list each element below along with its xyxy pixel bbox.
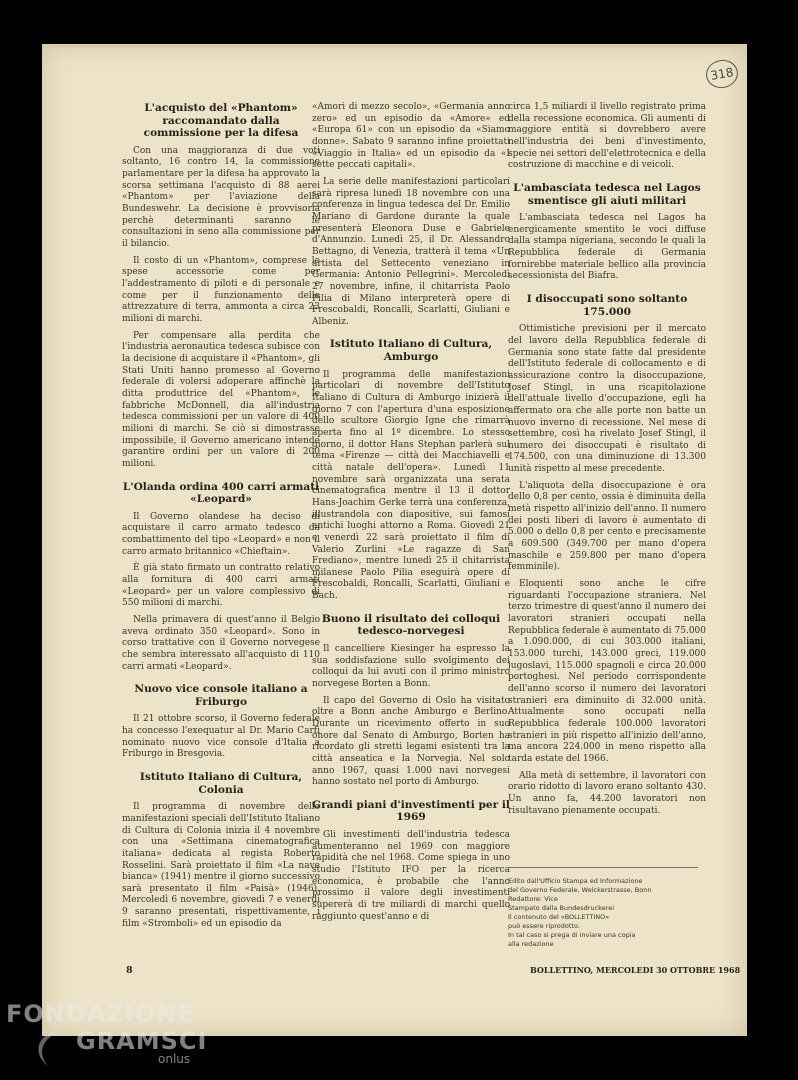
article-paragraph: «Amori di mezzo secolo», «Germania anno zero» ed un episodio da «Amore» ed «Europa 61» con un episodio da «Siamo donne». Sabato 9 saranno infine proiettati «Viaggio in Italia» ed un episodio da «I sette peccati capitali». [312,102,510,171]
article-headline: L'acquisto del «Phantom» raccomandato dalla commissione per la difesa [143,102,299,140]
article-paragraph: Il capo del Governo di Oslo ha visitato oltre a Bonn anche Amburgo e Berlino. Durante un ricevimento offerto in suo onore dal Senato di Amburgo, Borten ha ricordato gli stretti legami esistenti tra la città anseatica e la Norvegia. Nel solo anno 1967, quasi 1.000 navi norvegesi hanno sostato nel porto di Amburgo. [312,695,510,788]
imprint-line: alla redazione [508,940,554,948]
article-paragraph: Con una maggioranza di due voti soltanto, 16 contro 14, la commissione parlamentare per la difesa ha approvato la scorsa settimana l'acquisto di 88 aerei «Phantom» per l'aviazione della Bundeswehr. La decisione è provvisoria perchè determinanti saranno le consultazioni in seno alla commissione per il bilancio. [122,145,320,250]
article-paragraph: Ottimistiche previsioni per il mercato del lavoro della Repubblica federale di Germania sono state fatte dal presidente dell'Istituto federale di collocamento e di assicurazione contro la disoccupazione, Josef Stingl, in una ricapitolazione dell'attuale livello d'occupazione, egli ha affermato ora che alle porte non batte un nuovo inverno di recessione. Nel mese di settembre, così ha rivelato Josef Stingl, il numero dei disoccupati è risultato di 174.500, con una diminuzione di 13.300 unità rispetto al mese precedente. [508,324,706,475]
article-paragraph: La serie delle manifestazioni particolari sarà ripresa lunedì 18 novembre con una conferenza in lingua tedesca del Dr. Emilio Mariano di Gardone durante la quale presenterà Eleonora Duse e Gabriele d'Annunzio. Lunedì 25, il Dr. Alessandro Bettagno, di Venezia, tratterà il tema «Un artista del Settecento veneziano in Germania: Antonio Pellegrini». Mercoledì 27 novembre, infine, il chitarrista Paolo Pilia di Milano interpreterà opere di Frescobaldi, Roncalli, Scarlatti, Giuliani e Albeniz. [312,176,510,327]
article-paragraph: Per compensare alla perdita che l'industria aeronautica tedesca subisce con la decisione di acquistare il «Phantom», gli Stati Uniti hanno promesso al Governo federale di volersi adoperare affinchè la ditta produttrice del «Phantom», le fabbriche McDonnell, dia all'industria tedesca commissioni per un valore di 400 milioni di marchi. Se ciò si dimostrasse impossibile, il Governo americano intende garantire ordini per un valore di 200 milioni. [122,330,320,469]
imprint [508,877,708,949]
article-paragraph: Gli investimenti dell'industria tedesca aumenteranno nel 1969 con maggiore rapidità che nel 1968. Come spiega in uno studio l'Istituto IFO per la ricerca economica, è probabile che l'anno prossimo il valore degli investimenti supererà di tre miliardi di marchi quello raggiunto quest'anno e di [312,830,510,922]
footer-issue-date: BOLLETTINO, MERCOLEDI 30 OTTOBRE 1968 [530,965,741,975]
imprint-line: Il contenuto del «BOLLETTINO» [508,913,610,921]
article-headline: Istituto Italiano di Cultura, Amburgo [329,338,493,364]
article-paragraph: Nella primavera di quest'anno il Belgio aveva ordinato 350 «Leopard». Sono in corso trattative con il Governo norvegese che sembra interessato all'acquisto di 110 carri armati «Leopard». [122,614,320,672]
article-paragraph: Il Governo olandese ha deciso di acquistare il carro armato tedesco da combattimento del tipo «Leopard» e non il carro armato britannico «Chieftain». [122,511,320,557]
article-headline: L'Olanda ordina 400 carri armati «Leopard» [122,480,320,506]
column-2 [312,102,510,928]
imprint-line: Redattore: Vice [508,895,558,903]
imprint-line: del Governo Federale, Welckerstrasse, Bonn [508,886,652,894]
imprint-line: può essere riprodotto. [508,922,580,930]
article-headline: Grandi piani d'investimenti per il 1969 [312,798,510,824]
article-paragraph: Il programma di novembre delle manifestazioni speciali dell'Istituto Italiano di Cultura di Colonia inizia il 4 novembre con una «Settimana cinematografica italiana» dedicata al regista Roberto Rosselini. Sarà proiettato il film «La nave bianca» (1941) mentre il giorno successivo sarà presentato il film «Paisà» (1946). Mercoledì 6 novembre, giovedì 7 e venerdì 9 saranno presentati, rispettivamente, i film «Stromboli» ed un episodio da [122,802,320,929]
imprint-line: In tal caso si prega di inviare una copia [508,931,636,939]
archive-number-stamp: 318 [704,57,740,90]
article-paragraph: Eloquenti sono anche le cifre riguardanti l'occupazione straniera. Nel terzo trimestre di quest'anno il numero dei lavoratori stranieri occupati nella Repubblica federale è aumentato di 75.000 a 1.090.000, di cui 303.000 italiani, 153.000 turchi, 143.000 greci, 119.000 jugoslavi, 115.000 spagnoli e circa 20.000 portoghesi. Nel periodo corrispondente dell'anno scorso il numero dei lavoratori stranieri era diminuito di 32.000 unità. Attualmente sono occupati nella Repubblica federale 100.000 lavoratori stranieri in più rispetto all'inizio dell'anno, ma ancora 224.000 in meno rispetto alla tarda estate del 1966. [508,579,706,764]
article-paragraph: circa 1,5 miliardi il livello registrato prima della recessione economica. Gli aumenti di maggiore entità si dovrebbero avere nell'industria dei beni d'investimento, specie nei settori dell'elettrotecnica e della costruzione di macchine e di veicoli. [508,102,706,171]
article-headline: Nuovo vice console italiano a Friburgo [134,683,308,708]
imprint-line: Stampato dalla Bundesdruckerei [508,904,615,912]
watermark-line-1: FONDAZIONE [6,1000,195,1028]
imprint-divider [508,867,698,868]
article-headline: L'ambasciata tedesca nel Lagos smentisce gli aiuti militari [513,181,701,207]
article-paragraph: Il programma delle manifestazioni particolari di novembre dell'Istituto Italiano di Cultura di Amburgo inizierà il giorno 7 con l'apertura d'una esposizione dello scultore Giorgio Igne che rimarrà aperta fino al 1º dicembre. Lo stesso giorno, il dottor Hans Stephan parlerà sul tema «Firenze — città dei Macchiavelli e città natale dell'opera». Lunedì 11 novembre sarà organizzata una serata cinematografica mentre il 13 il dottor Hans-Joachim Gerke terrà una conferenza, illustrandola con diapositive, sui famosi antichi luoghi attorno a Roma. Giovedì 21 e venerdì 22 sarà proiettato il film di Valerio Zurlini «Le ragazze di San Frediano», mentre lunedì 25 il chitarrista milanese Paolo Pilia eseguirà opere di Frescobaldi, Roncalli, Scarlatti, Giuliani e Bach. [312,369,510,602]
article-headline: Istituto Italiano di Cultura, Colonia [139,771,303,796]
watermark-line-2: GRAMSCI [76,1027,208,1055]
article-paragraph: È già stato firmato un contratto relativo alla fornitura di 400 carri armati «Leopard» per un valore complessivo di 550 milioni di marchi. [122,563,320,609]
article-paragraph: L'aliquota della disoccupazione è ora dello 0,8 per cento, ossia è diminuita della metà rispetto all'inizio dell'anno. Il numero dei posti liberi di lavoro è aumentato di 5.000 o dello 0,8 per cento e precisamente a 609.500 (349.700 per mano d'opera maschile e 259.800 per mano d'opera femminile). [508,480,706,573]
article-paragraph: Il cancelliere Kiesinger ha espresso la sua soddisfazione sullo svolgimento dei colloqui da lui avuti con il primo ministro norvegese Borten a Bonn. [312,643,510,689]
article-paragraph: Il 21 ottobre scorso, il Governo federale ha concesso l'exequatur al Dr. Mario Carfì nominato nuovo vice console d'Italia a Friburgo in Bresgovia. [122,714,320,760]
watermark-line-3: onlus [158,1052,191,1066]
fondazione-gramsci-watermark [6,1000,206,1072]
newspaper-page [42,44,747,1036]
article-paragraph: L'ambasciata tedesca nel Lagos ha energicamente smentito le voci diffuse dalla stampa nigeriana, secondo le quali la Repubblica federale di Germania fornirebbe materiale bellico alla provincia secessionista del Biafra. [508,213,706,282]
article-headline: I disoccupati sono soltanto 175.000 [526,293,688,318]
article-paragraph: Alla metà di settembre, il lavoratori con orario ridotto di lavoro erano soltanto 430. Un anno fa, 44.200 lavoratori non risultavano pienamente occupati. [508,770,706,816]
article-paragraph: Il costo di un «Phantom», comprese le spese accessorie come per l'addestramento di piloti e di personale e come per il funzionamento delle attrezzature di terra, ammonta a circa 23 milioni di marchi. [122,255,320,324]
column-3 [508,102,706,822]
article-headline: Buono il risultato dei colloqui tedesco-norvegesi [321,612,501,638]
imprint-line: Edito dall'Ufficio Stampa ed Informazione [508,877,643,885]
page-number: 8 [126,965,133,976]
column-1 [122,102,320,935]
